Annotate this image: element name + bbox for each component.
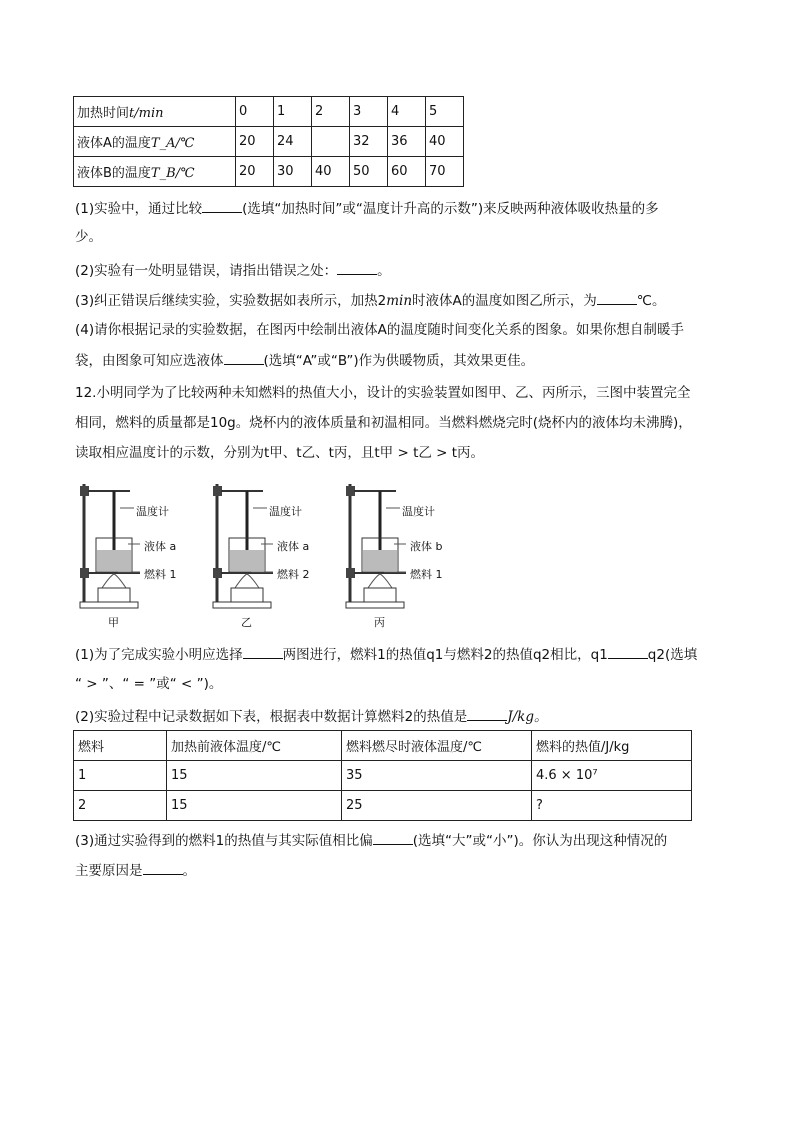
text: 主要原因是	[75, 863, 143, 879]
apparatus-bing-drawing	[336, 478, 466, 618]
table-cell: 25	[342, 791, 532, 821]
text: (1)为了完成实验小明应选择	[75, 647, 243, 663]
unit: J/kg。	[507, 709, 548, 725]
table-cell: 40	[312, 157, 350, 187]
answer-blank[interactable]	[202, 198, 242, 213]
thermometer-label: 温度计	[269, 505, 302, 518]
answer-blank[interactable]	[243, 644, 283, 659]
row-unit: t/min	[129, 106, 164, 121]
table-row	[74, 97, 464, 127]
thermometer-label: 温度计	[136, 505, 169, 518]
row-header	[74, 127, 236, 157]
column-header: 燃料	[74, 731, 167, 761]
liquid-label: 液体 a	[277, 540, 310, 553]
table-cell: 1	[74, 761, 167, 791]
figure-bing	[336, 478, 466, 630]
table-cell: 32	[350, 127, 388, 157]
fuel-data-table	[73, 730, 692, 821]
fuel-label: 燃料 2	[277, 568, 310, 581]
text: 读取相应温度计的示数，分别为t甲、t乙、t丙，且t甲 > t乙 > t丙。	[75, 445, 485, 461]
table-row	[74, 791, 692, 821]
row-unit: T_B/℃	[150, 166, 195, 181]
text: (选填“加热时间”或“温度计升高的示数”)来反映两种液体吸收热量的多	[242, 201, 659, 217]
column-header: 燃料燃尽时液体温度/℃	[342, 731, 532, 761]
table-cell: 70	[426, 157, 464, 187]
thermometer-label: 温度计	[402, 505, 435, 518]
q12-part3-line1	[75, 830, 667, 851]
text: (4)请你根据记录的实验数据，在图丙中绘制出液体A的温度随时间变化关系的图象。如果你想自制暖手	[75, 322, 684, 338]
text: (3)通过实验得到的燃料1的热值与其实际值相比偏	[75, 833, 373, 849]
table-cell: 36	[388, 127, 426, 157]
answer-blank[interactable]	[597, 290, 637, 305]
table-cell: 15	[167, 791, 342, 821]
figure-caption: 甲	[108, 616, 119, 629]
text: 袋，由图象可知应选液体	[75, 353, 224, 369]
text: (1)实验中，通过比较	[75, 201, 203, 217]
row-header	[74, 157, 236, 187]
q11-part4-line1	[75, 320, 684, 340]
table-cell: 4	[388, 97, 426, 127]
column-header: 燃料的热值/J/kg	[532, 731, 692, 761]
heating-data-table	[73, 96, 464, 187]
answer-blank[interactable]	[337, 260, 377, 275]
text: 12.小明同学为了比较两种未知燃料的热值大小，设计的实验装置如图甲、乙、丙所示，三图中装置完全	[75, 385, 691, 401]
row-header	[74, 97, 236, 127]
table-cell: 20	[236, 127, 274, 157]
table-row	[74, 127, 464, 157]
text: (2)实验过程中记录数据如下表，根据表中数据计算燃料2的热值是	[75, 709, 468, 725]
text: 。	[182, 863, 196, 879]
text: 。	[377, 263, 391, 279]
figure-caption: 乙	[241, 616, 252, 629]
row-unit: T_A/℃	[150, 136, 195, 151]
text: q2(选填	[647, 647, 698, 663]
text: 时液体A的温度如图乙所示，为	[412, 293, 597, 309]
q11-part3	[75, 290, 665, 311]
text: 相同，燃料的质量都是10g。烧杯内的液体质量和初温相同。当燃料燃烧完时(烧杯内的液体均未沸腾)，	[75, 415, 692, 431]
table-cell: 60	[388, 157, 426, 187]
table-cell	[312, 127, 350, 157]
fuel-label: 燃料 1	[144, 568, 177, 581]
figure-caption: 丙	[374, 616, 385, 629]
answer-blank[interactable]	[467, 706, 507, 721]
apparatus-yi-drawing	[203, 478, 333, 618]
table-cell: 0	[236, 97, 274, 127]
answer-blank[interactable]	[143, 860, 183, 875]
answer-blank[interactable]	[373, 830, 413, 845]
answer-blank[interactable]	[224, 350, 264, 365]
row-label: 加热时间	[77, 106, 130, 121]
table-row	[74, 761, 692, 791]
liquid-label: 液体 a	[144, 540, 177, 553]
answer-blank[interactable]	[608, 644, 648, 659]
table-cell: 1	[274, 97, 312, 127]
q12-part3-line2	[75, 860, 196, 881]
q11-part2	[75, 260, 391, 281]
text: 少。	[75, 229, 102, 245]
q12-intro-line3	[75, 443, 484, 463]
table-cell: 24	[274, 127, 312, 157]
text: (选填“大”或“小”)。你认为出现这种情况的	[412, 833, 668, 849]
table-cell: 20	[236, 157, 274, 187]
apparatus-jia-drawing	[70, 478, 200, 618]
row-label: 液体A的温度	[77, 136, 151, 151]
fuel-label: 燃料 1	[410, 568, 443, 581]
table-cell: 15	[167, 761, 342, 791]
text: (2)实验有一处明显错误，请指出错误之处：	[75, 263, 338, 279]
q11-part1-line2	[75, 227, 102, 247]
table-cell: 35	[342, 761, 532, 791]
figure-yi	[203, 478, 333, 630]
table-cell: 4.6 × 10⁷	[532, 761, 692, 791]
text: (选填“A”或“B”)作为供暖物质，其效果更佳。	[263, 353, 535, 369]
unit: min	[386, 293, 413, 309]
liquid-label: 液体 b	[410, 540, 443, 553]
q12-part1-line2	[75, 674, 222, 694]
table-cell: ?	[532, 791, 692, 821]
q12-part1-line1	[75, 644, 697, 665]
apparatus-figures	[70, 478, 470, 630]
table-cell: 5	[426, 97, 464, 127]
figure-jia	[70, 478, 200, 630]
text: (3)纠正错误后继续实验，实验数据如表所示，加热2	[75, 293, 387, 309]
table-header-row	[74, 731, 692, 761]
table-cell: 50	[350, 157, 388, 187]
table-cell: 30	[274, 157, 312, 187]
text: “ > ”、“ = ”或“ < ”)。	[75, 676, 223, 692]
text: 两图进行，燃料1的热值q1与燃料2的热值q2相比，q1	[282, 647, 608, 663]
q12-part2	[75, 706, 548, 727]
table-cell: 3	[350, 97, 388, 127]
table-cell: 2	[74, 791, 167, 821]
q12-intro-line2	[75, 413, 692, 433]
table-cell: 2	[312, 97, 350, 127]
column-header: 加热前液体温度/℃	[167, 731, 342, 761]
row-label: 液体B的温度	[77, 166, 151, 181]
q11-part1-line1	[75, 198, 659, 219]
q11-part4-line2	[75, 350, 534, 371]
q12-intro-line1	[75, 383, 690, 403]
table-row	[74, 157, 464, 187]
text: ℃。	[636, 293, 666, 309]
table-cell: 40	[426, 127, 464, 157]
